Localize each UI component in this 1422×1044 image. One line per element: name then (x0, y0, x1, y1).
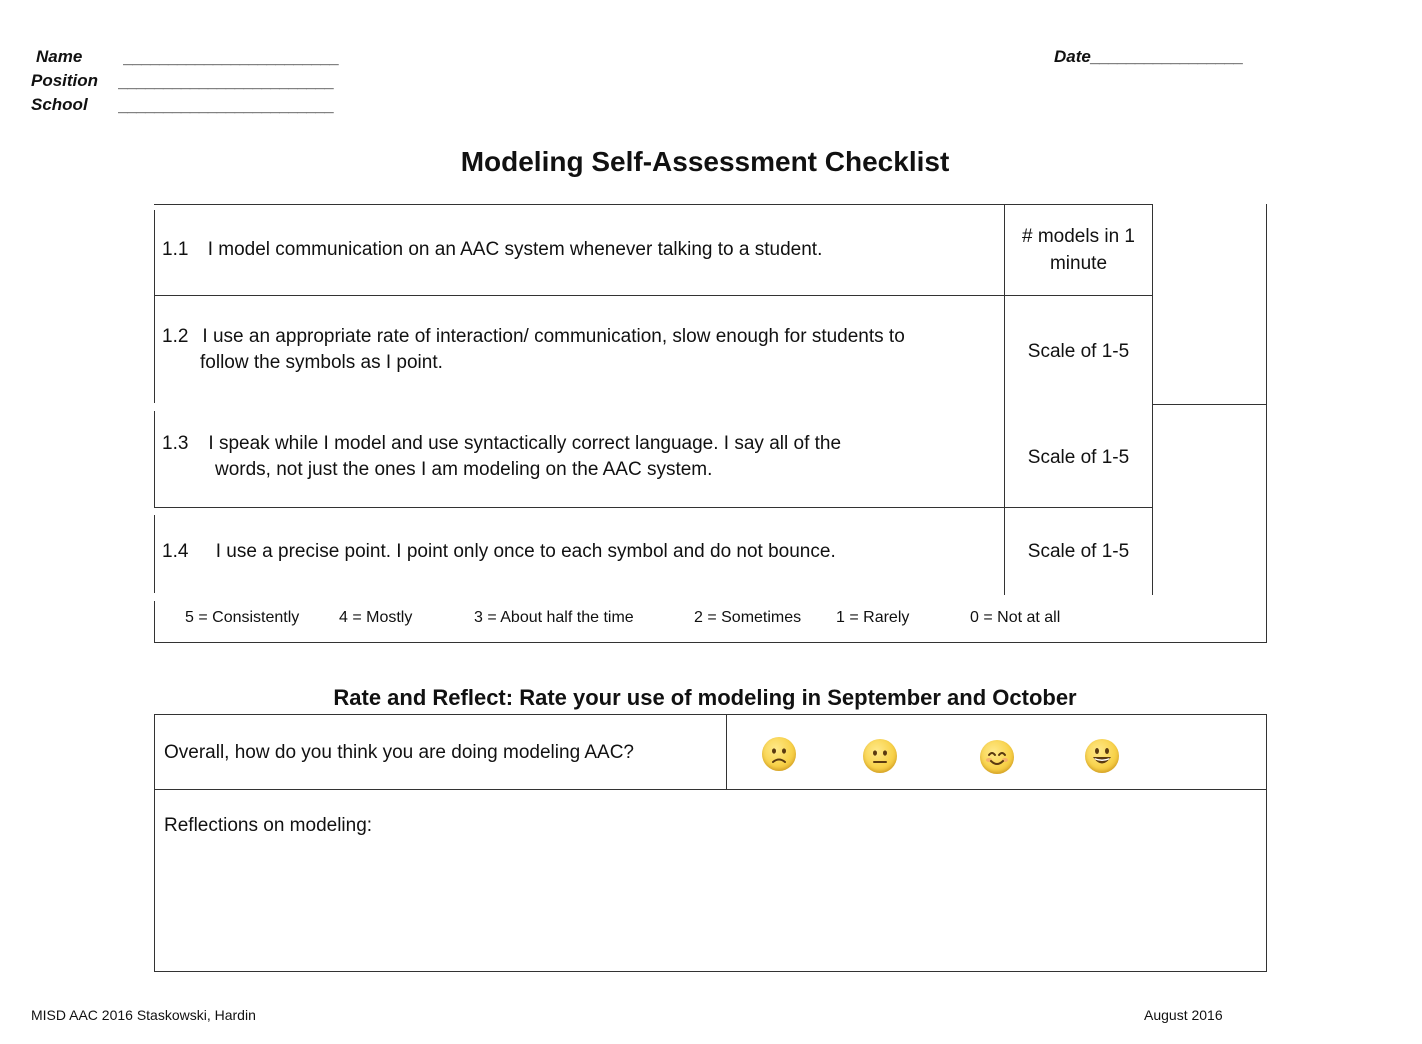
item-text-continued: follow the symbols as I point. (200, 352, 443, 373)
checklist-item-1-3 (162, 431, 841, 483)
name-label: Name (36, 47, 83, 66)
item-text: I speak while I model and use syntactically correct language. I say all of the (208, 433, 842, 454)
rate-reflect-heading: Rate and Reflect: Rate your use of modeling in September and October (333, 685, 1077, 710)
footer-date: August 2016 (1144, 1007, 1223, 1023)
checklist-item-1-2 (162, 324, 905, 376)
date-field-line[interactable]: _________________ (1090, 47, 1244, 66)
reflections-input-area[interactable] (160, 845, 1260, 965)
school-field-line[interactable]: ________________________ (119, 96, 334, 115)
neutral-face-icon[interactable] (863, 739, 897, 773)
overall-question: Overall, how do you think you are doing modeling AAC? (164, 742, 634, 763)
legend-half-time: 3 = About half the time (474, 609, 634, 626)
legend-consistently: 5 = Consistently (185, 609, 300, 626)
measure-cell-1-2: Scale of 1-5 (1027, 341, 1130, 362)
measure-text: # models in 1 (1021, 226, 1135, 247)
reflections-label: Reflections on modeling: (164, 815, 373, 836)
item-number: 1.2 (162, 326, 189, 347)
position-field-line[interactable]: ________________________ (119, 72, 334, 91)
footer-credit: MISD AAC 2016 Staskowski, Hardin (31, 1007, 256, 1023)
item-text: I use an appropriate rate of interaction/ communication, slow enough for students to (202, 326, 905, 347)
legend-sometimes: 2 = Sometimes (694, 609, 802, 626)
measure-cell-1-4: Scale of 1-5 (1027, 541, 1130, 562)
legend-mostly: 4 = Mostly (339, 609, 413, 626)
legend-not-at-all: 0 = Not at all (970, 609, 1061, 626)
position-label: Position (31, 71, 99, 90)
item-text: I use a precise point. I point only once to each symbol and do not bounce. (215, 541, 836, 562)
item-number: 1.1 (162, 239, 189, 260)
measure-cell-1-1 (1005, 223, 1152, 277)
grinning-face-icon[interactable] (1085, 739, 1119, 773)
page-title: Modeling Self-Assessment Checklist (460, 146, 950, 177)
school-label: School (31, 95, 88, 114)
item-number: 1.3 (162, 433, 189, 454)
item-number: 1.4 (162, 541, 189, 562)
checklist-item-1-4 (162, 539, 836, 565)
item-text: I model communication on an AAC system whenever talking to a student. (207, 239, 823, 260)
measure-text: minute (1049, 253, 1108, 274)
measure-cell-1-3: Scale of 1-5 (1027, 447, 1130, 468)
date-field[interactable] (1054, 47, 1243, 67)
checklist-item-1-1 (162, 237, 822, 263)
legend-rarely: 1 = Rarely (836, 609, 910, 626)
item-text-continued: words, not just the ones I am modeling on the AAC system. (215, 459, 713, 480)
date-label: Date (1054, 47, 1091, 66)
frowning-face-icon[interactable] (762, 737, 796, 771)
name-field-line[interactable]: ________________________ (124, 48, 339, 67)
smiling-face-icon[interactable] (980, 740, 1014, 774)
